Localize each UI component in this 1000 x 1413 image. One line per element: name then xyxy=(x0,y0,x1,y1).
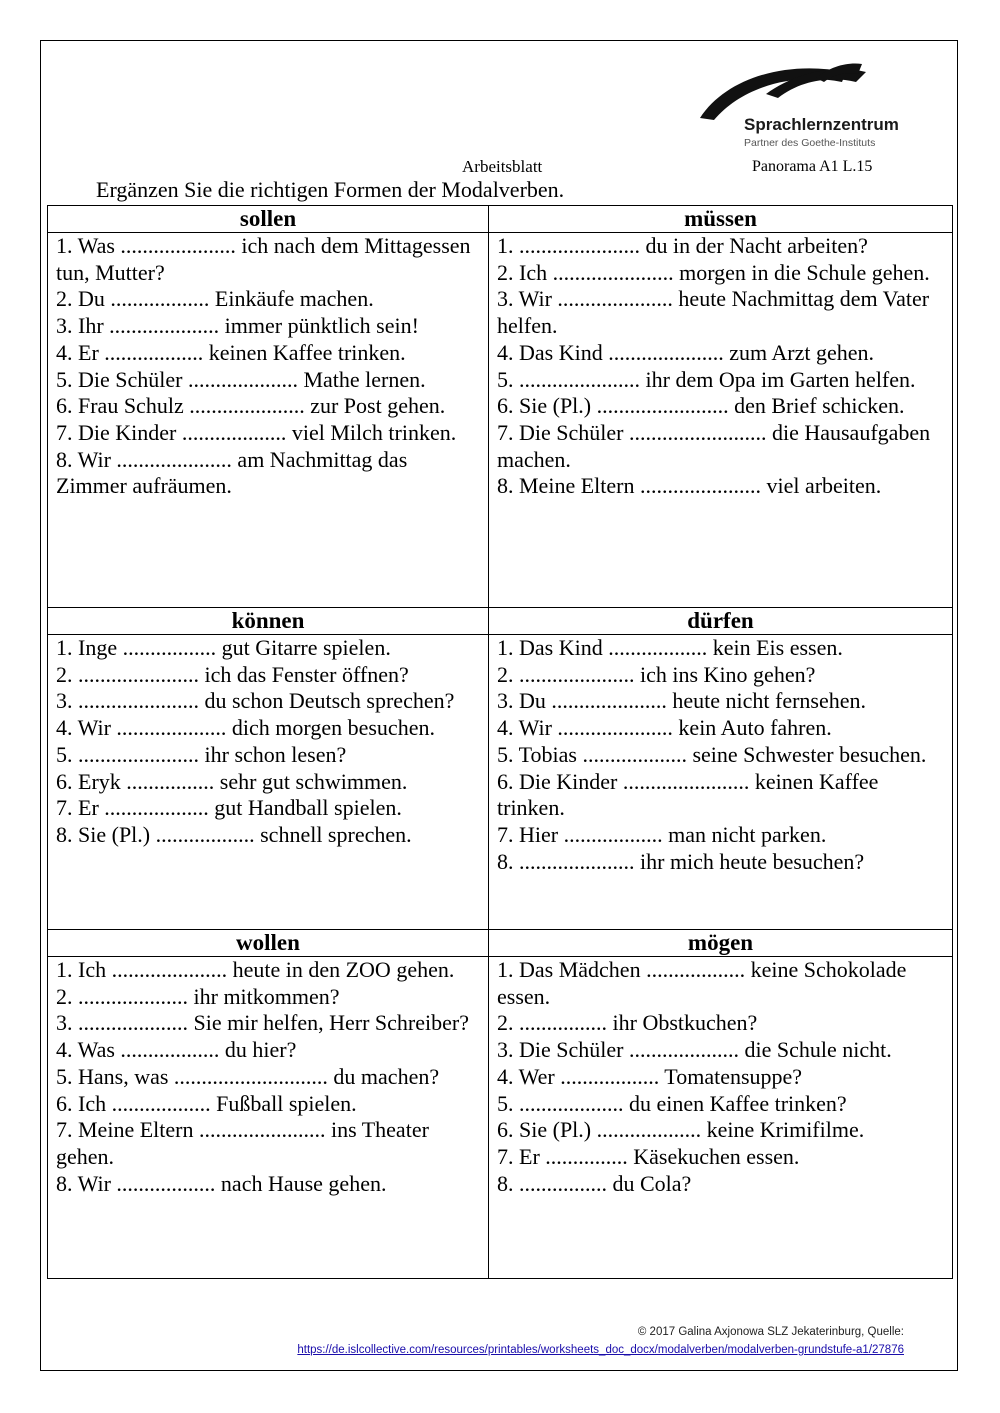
exercise-item: 1. Das Kind .................. kein Eis essen. xyxy=(497,635,843,660)
exercise-item: 6. Die Kinder ....................... keinen Kaffee trinken. xyxy=(497,768,879,821)
exercise-item: 2. ................ ihr Obstkuchen? xyxy=(497,1010,758,1036)
section-body-sollen xyxy=(48,233,489,608)
exercise-item: 3. Du ..................... heute nicht fernsehen. xyxy=(497,688,867,714)
exercise-item: 1. Was ..................... ich nach dem Mittagessen tun, Mutter? xyxy=(56,233,471,285)
exercise-item: 8. Wir .................. nach Hause gehen. xyxy=(56,1170,387,1196)
exercise-item: 6. Sie (Pl.) ........................ den Brief schicken. xyxy=(497,393,905,419)
exercise-item: 3. .................... Sie mir helfen, Herr Schreiber? xyxy=(56,1010,469,1036)
footer-source-link[interactable]: https://de.islcollective.com/resources/printables/worksheets_doc_docx/modalverben/modalverben-grundstufe-a1/27876 xyxy=(297,1344,904,1356)
exercise-item: 4. Was .................. du hier? xyxy=(56,1037,297,1063)
exercise-item: 1. ...................... du in der Nacht arbeiten? xyxy=(497,233,868,258)
exercise-item: 6. Frau Schulz ..................... zur Post gehen. xyxy=(56,393,446,419)
body-row xyxy=(48,635,953,930)
exercise-item: 2. .................... ihr mitkommen? xyxy=(56,983,340,1009)
exercise-table xyxy=(47,205,953,1279)
exercise-item: 2. ..................... ich ins Kino gehen? xyxy=(497,661,816,687)
exercise-item: 7. Meine Eltern ....................... ins Theater gehen. xyxy=(56,1117,429,1169)
header-row xyxy=(48,608,953,635)
exercise-item: 3. Ihr .................... immer pünktlich sein! xyxy=(56,313,419,339)
exercise-item: 7. Die Kinder ................... viel Milch trinken. xyxy=(56,419,457,445)
exercise-item: 5. Die Schüler .................... Mathe lernen. xyxy=(56,366,426,392)
section-title-muessen: müssen xyxy=(489,206,953,233)
worksheet-label: Arbeitsblatt xyxy=(462,157,543,176)
header-row xyxy=(48,206,953,233)
logo-title: Sprachlernzentrum xyxy=(744,115,899,134)
exercise-item: 8. Meine Eltern ...................... viel arbeiten. xyxy=(497,473,882,499)
section-body-moegen xyxy=(489,957,953,1279)
exercise-item: 7. Er ............... Käsekuchen essen. xyxy=(497,1143,800,1169)
section-title-wollen: wollen xyxy=(48,930,489,957)
exercise-item: 3. Wir ..................... heute Nachmittag dem Vater helfen. xyxy=(497,286,930,339)
section-title-koennen: können xyxy=(48,608,489,635)
exercise-item: 1. Ich ..................... heute in den ZOO gehen. xyxy=(56,957,455,982)
exercise-item: 1. Inge ................. gut Gitarre spielen. xyxy=(56,635,391,660)
exercise-item: 5. ...................... ihr dem Opa im Garten helfen. xyxy=(497,366,916,392)
exercise-item: 2. Ich ...................... morgen in die Schule gehen. xyxy=(497,259,930,285)
exercise-item: 6. Eryk ................ sehr gut schwimmen. xyxy=(56,768,408,794)
exercise-item: 3. ...................... du schon Deutsch sprechen? xyxy=(56,688,455,714)
section-body-muessen xyxy=(489,233,953,608)
exercise-item: 5. Hans, was ............................ du machen? xyxy=(56,1063,440,1089)
section-title-sollen: sollen xyxy=(48,206,489,233)
exercise-item: 8. ..................... ihr mich heute besuchen? xyxy=(497,848,865,874)
exercise-item: 7. Hier .................. man nicht parken. xyxy=(497,821,827,847)
exercise-item: 5. Tobias ................... seine Schwester besuchen. xyxy=(497,741,927,767)
section-body-duerfen xyxy=(489,635,953,930)
exercise-item: 4. Wir ..................... kein Auto fahren. xyxy=(497,715,832,741)
section-body-koennen xyxy=(48,635,489,930)
exercise-item: 2. Du .................. Einkäufe machen. xyxy=(56,286,374,312)
exercise-item: 8. Wir ..................... am Nachmittag das Zimmer aufräumen. xyxy=(56,446,408,499)
exercise-item: 4. Er .................. keinen Kaffee trinken. xyxy=(56,339,406,365)
instruction: Ergänzen Sie die richtigen Formen der Modalverben. xyxy=(96,177,565,202)
exercise-item: 4. Wer .................. Tomatensuppe? xyxy=(497,1063,803,1089)
exercise-item: 2. ...................... ich das Fenster öffnen? xyxy=(56,661,409,687)
section-title-duerfen: dürfen xyxy=(489,608,953,635)
exercise-item: 7. Die Schüler ......................... die Hausaufgaben machen. xyxy=(497,419,931,472)
exercise-item: 5. ...................... ihr schon lesen? xyxy=(56,741,347,767)
exercise-item: 4. Wir .................... dich morgen besuchen. xyxy=(56,715,435,741)
exercise-item: 6. Sie (Pl.) ................... keine Krimifilme. xyxy=(497,1117,865,1143)
exercise-item: 8. ................ du Cola? xyxy=(497,1170,692,1196)
body-row xyxy=(48,957,953,1279)
exercise-item: 5. ................... du einen Kaffee trinken? xyxy=(497,1090,847,1116)
exercise-item: 7. Er ................... gut Handball spielen. xyxy=(56,795,402,821)
arc-swoosh-icon xyxy=(696,58,906,120)
exercise-item: 6. Ich .................. Fußball spielen. xyxy=(56,1090,357,1116)
exercise-item: 1. Das Mädchen .................. keine Schokolade essen. xyxy=(497,957,907,1009)
body-row xyxy=(48,233,953,608)
section-body-wollen xyxy=(48,957,489,1279)
header-row xyxy=(48,930,953,957)
logo xyxy=(696,58,906,158)
exercise-item: 4. Das Kind ..................... zum Arzt gehen. xyxy=(497,339,874,365)
section-title-moegen: mögen xyxy=(489,930,953,957)
course-label: Panorama A1 L.15 xyxy=(752,158,873,175)
logo-tagline: Partner des Goethe-Instituts xyxy=(744,137,876,149)
exercise-item: 3. Die Schüler .................... die Schule nicht. xyxy=(497,1037,892,1063)
footer-copyright: © 2017 Galina Axjonowa SLZ Jekaterinburg, Quelle: xyxy=(637,1326,904,1338)
exercise-item: 8. Sie (Pl.) .................. schnell sprechen. xyxy=(56,821,412,847)
